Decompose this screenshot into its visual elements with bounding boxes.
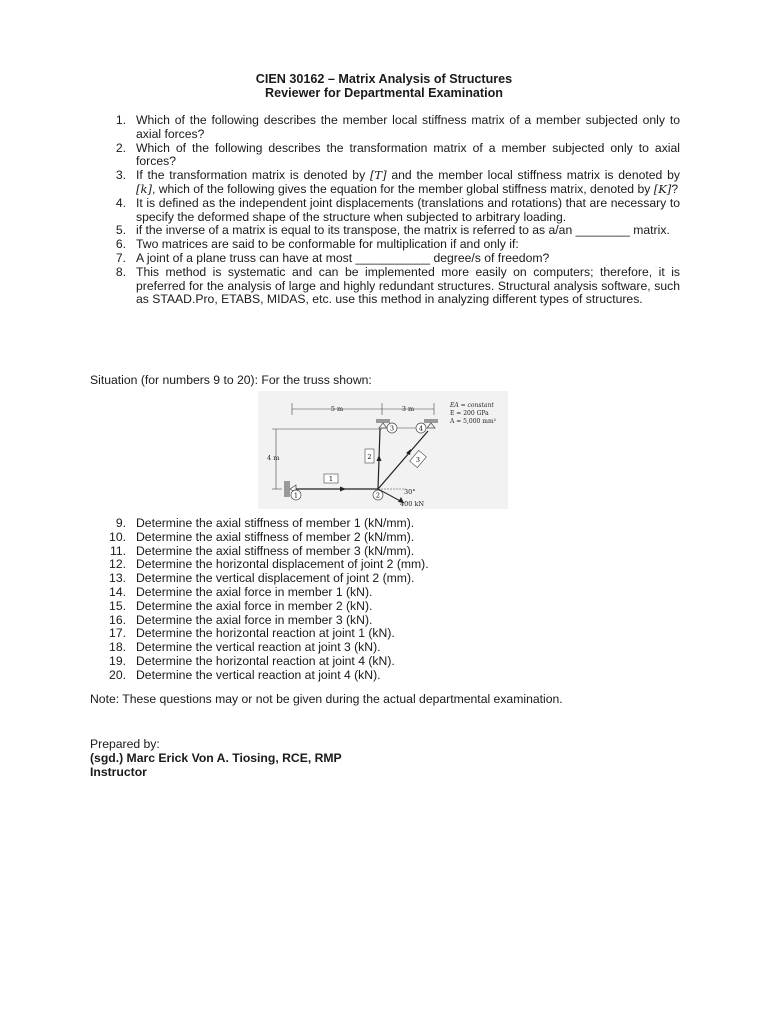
pin-support-icon [376, 419, 390, 423]
question-item: 18. Determine the vertical reaction at joint 3 (kN). [109, 640, 381, 655]
member-label-2: 2 [367, 453, 372, 461]
instructor-role: Instructor [90, 764, 147, 779]
question-item: 6. Two matrices are said to be conformable for multiplication if and only if: [115, 237, 519, 252]
property-a: A = 5,000 mm² [450, 418, 497, 425]
question-item: 5. if the inverse of a matrix is equal to its transpose, the matrix is referred to as a/an ________ matrix. [115, 223, 670, 238]
question-item: 3. If the transformation matrix is denoted by [T] and the member local stiffness matrix is denoted by [k], which of the following gives the equation for the member global stiffness matrix, denoted by [K]? [115, 168, 680, 196]
exam-note: Note: These questions may or not be given during the actual departmental examination. [90, 692, 563, 706]
question-item: 11. Determine the axial stiffness of member 3 (kN/mm). [109, 543, 415, 558]
question-item: 12. Determine the horizontal displacement of joint 2 (mm). [109, 557, 429, 572]
course-title: CIEN 30162 – Matrix Analysis of Structures [255, 72, 513, 86]
load-magnitude: 400 kN [400, 500, 425, 508]
question-item: 14. Determine the axial force in member 1 (kN). [109, 584, 373, 599]
document-subtitle: Reviewer for Departmental Examination [265, 86, 503, 100]
joint-label-1: 1 [293, 491, 299, 500]
joint-label-4: 4 [418, 424, 424, 433]
question-item: 17. Determine the horizontal reaction at joint 1 (kN). [109, 626, 395, 641]
question-item: 16. Determine the axial force in member 3 (kN). [109, 612, 373, 627]
question-item: 9. Determine the axial stiffness of member 1 (kN/mm). [115, 516, 415, 530]
matrix-symbol-K: [K] [653, 181, 672, 196]
matrix-symbol-T: [T] [369, 168, 387, 183]
prepared-by-block [90, 738, 342, 779]
question-item: 15. Determine the axial force in member 2 (kN). [109, 598, 373, 613]
joint-label-3: 3 [389, 424, 395, 433]
question-item: 7. A joint of a plane truss can have at most ___________ degree/s of freedom? [115, 250, 550, 265]
question-item: 1. Which of the following describes the member local stiffness matrix of a member subjected only to axial forces? [115, 113, 680, 141]
question-item: 10. Determine the axial stiffness of member 2 (kN/mm). [109, 529, 415, 544]
load-angle: 30° [404, 488, 416, 496]
question-list-part2 [90, 517, 680, 683]
property-e: E = 200 GPa [450, 410, 489, 417]
question-item: 4. It is defined as the independent joint displacements (translations and rotations) that are necessary to specify the deformed shape of the structure when subjected to arbitrary loading. [115, 195, 680, 224]
situation-statement: Situation (for numbers 9 to 20): For the truss shown: [90, 373, 372, 387]
matrix-symbol-k: [k] [136, 181, 152, 196]
dim-4m: 4 m [267, 454, 280, 462]
pin-support-icon [424, 419, 438, 423]
prepared-by-label: Prepared by: [90, 737, 160, 751]
truss-diagram [258, 391, 508, 509]
property-ea: EA = constant [450, 402, 494, 409]
question-item: 19. Determine the horizontal reaction at joint 4 (kN). [109, 653, 395, 668]
pin-support-icon [284, 481, 290, 497]
question-item: 20. Determine the vertical reaction at joint 4 (kN). [109, 667, 381, 682]
dim-5m: 5 m [330, 405, 344, 413]
question-list-part1 [90, 114, 680, 307]
question-item: 2. Which of the following describes the transformation matrix of a member subjected only to axial forces? [115, 140, 680, 169]
instructor-name: (sgd.) Marc Erick Von A. Tiosing, RCE, RMP [90, 750, 342, 765]
question-item: 8. This method is systematic and can be implemented more easily on computers; therefore, it is preferred for the analysis of large and highly redundant structures. Structural analysis software, such as STAAD.Pro, ETABS, MIDAS, etc. use this method in analyzing different types of structures. [115, 264, 680, 307]
member-label-1: 1 [328, 475, 334, 483]
question-item: 13. Determine the vertical displacement of joint 2 (mm). [109, 571, 415, 586]
dim-3m: 3 m [401, 405, 415, 413]
joint-label-2: 2 [375, 491, 381, 500]
member-label-3: 3 [415, 456, 421, 464]
